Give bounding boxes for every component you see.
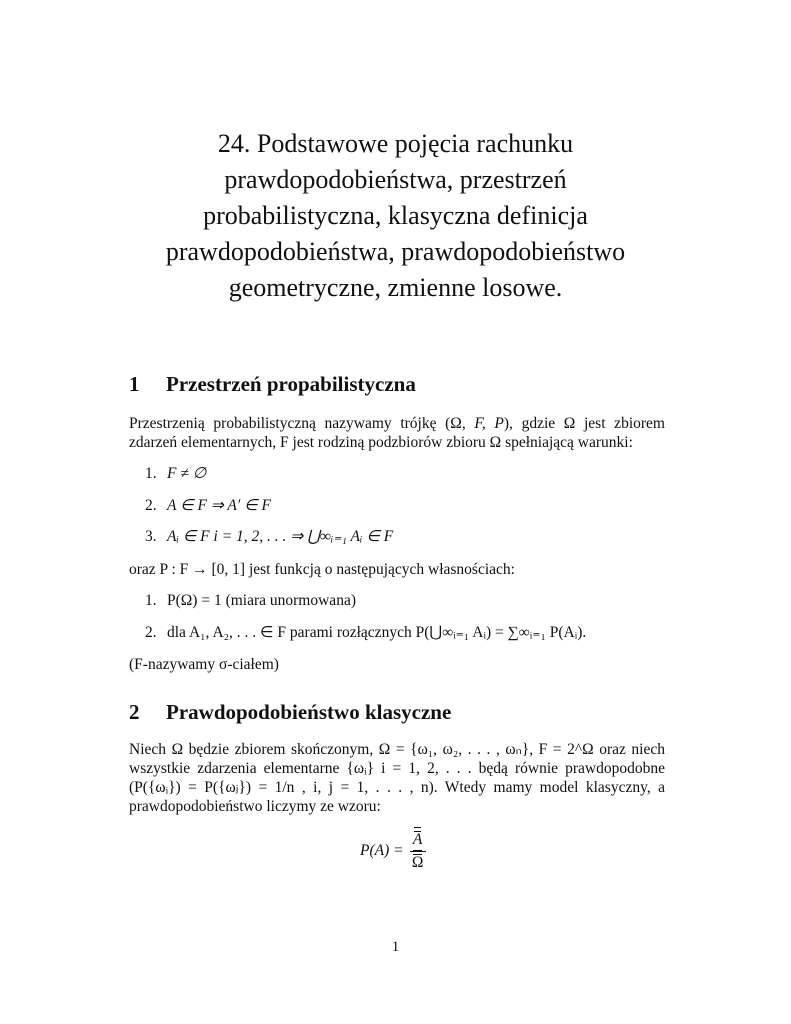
title-line: prawdopodobieństwa, przestrzeń [224, 165, 567, 194]
section-1-intro [129, 414, 665, 452]
section-2-heading [129, 700, 451, 725]
section-number: 2 [129, 700, 140, 724]
formula-denominator: Ω [410, 854, 426, 872]
item-text: dla A₁, A₂, . . . ∈ F parami rozłącznych P(⋃∞ᵢ₌₁ Aᵢ) = ∑∞ᵢ₌₁ P(Aᵢ). [167, 624, 587, 641]
document-title [120, 126, 671, 306]
title-line: probabilistyczna, klasyczna definicja [203, 201, 588, 230]
intro-text-cont: ), gdzie Ω jest zbiorem zdarzeń elementarnych, F jest rodziną podzbiorów zbioru Ω spełniającą warunki: [129, 415, 665, 451]
section-2-paragraph: Niech Ω będzie zbiorem skończonym, Ω = {ω₁, ω₂, . . . , ωₙ}, F = 2^Ω oraz niech wszystkie zdarzenia elementarne {ωᵢ} i = 1, 2, . . . będą równie prawdopodobne (P({ωᵢ}) = P({ωⱼ}) = 1/n , i, j = 1, . . . , n). Wtedy mamy model klasyczny, a prawdopodobieństwo liczymy ze wzoru: [129, 741, 665, 815]
condition-item [145, 464, 206, 483]
title-line: 24. Podstawowe pojęcia rachunku [217, 129, 574, 158]
function-definition: oraz P : F → [0, 1] jest funkcją o następujących własnościach: [129, 561, 515, 578]
intro-text: Przestrzenią probabilistyczną nazywamy trójkę (Ω, [129, 415, 475, 432]
item-number: 2. [145, 624, 157, 641]
probability-formula [360, 826, 426, 876]
condition-item [145, 527, 393, 546]
item-number: 3. [145, 528, 157, 545]
property-item [145, 592, 356, 610]
item-text: P(Ω) = 1 (miara unormowana) [167, 592, 356, 609]
item-number: 1. [145, 592, 157, 609]
property-item [145, 623, 586, 642]
section-number: 1 [129, 372, 140, 396]
section-1-heading [129, 372, 416, 397]
section-title: Przestrzeń propabilistyczna [166, 372, 416, 396]
intro-symbols: F, P [474, 415, 504, 432]
item-text: A ∈ F ⇒ A′ ∈ F [167, 497, 271, 514]
item-text: Aᵢ ∈ F i = 1, 2, . . . ⇒ ⋃∞ᵢ₌₁ Aᵢ ∈ F [167, 528, 394, 545]
formula-lhs: P(A) = [360, 842, 404, 859]
formula-fraction [410, 831, 426, 872]
page-number: 1 [391, 939, 400, 955]
condition-item [145, 496, 271, 515]
section-title: Prawdopodobieństwo klasyczne [166, 700, 452, 724]
item-number: 2. [145, 497, 157, 514]
title-line: prawdopodobieństwa, prawdopodobieństwo [165, 237, 626, 266]
sigma-note: (F-nazywamy σ-ciałem) [129, 656, 279, 673]
title-line: geometryczne, zmienne losowe. [228, 273, 563, 302]
formula-numerator: A [411, 831, 424, 849]
item-text: F ≠ ∅ [167, 465, 207, 482]
item-number: 1. [145, 465, 157, 482]
